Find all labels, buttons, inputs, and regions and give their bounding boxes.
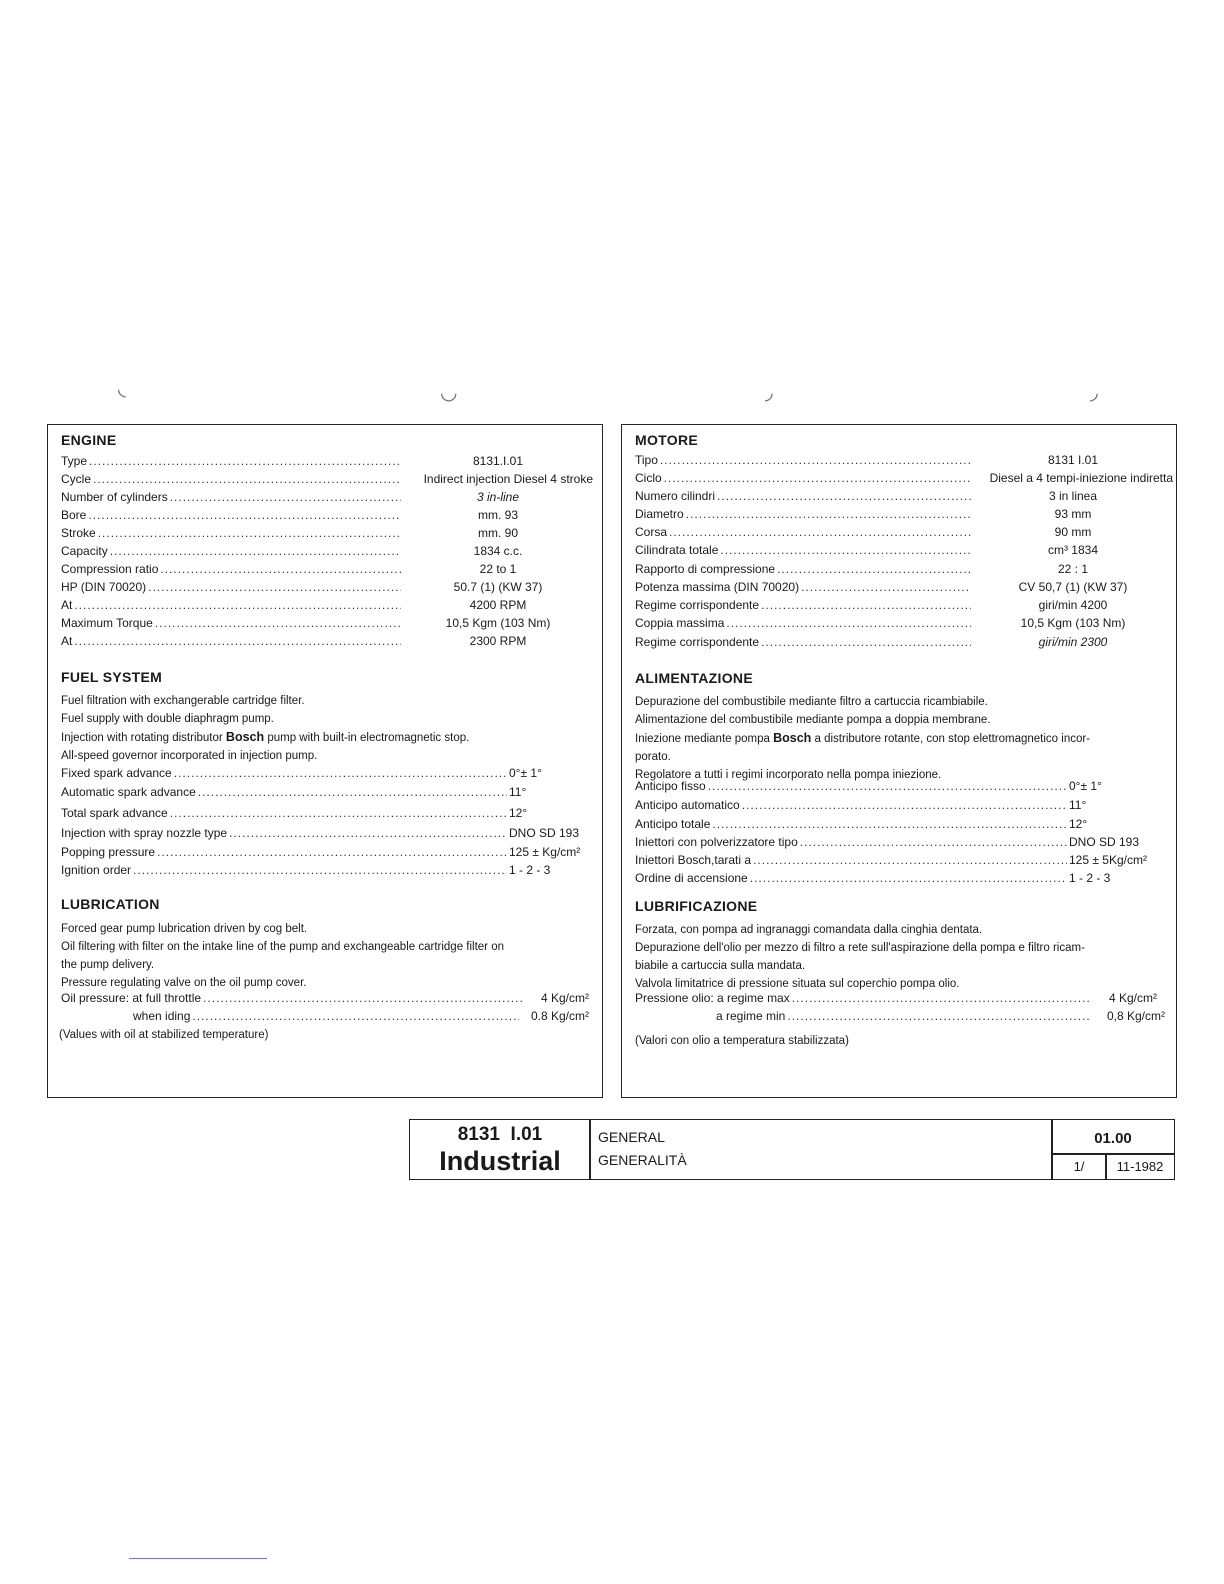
section-title-motore: MOTORE	[635, 432, 698, 448]
spec-row: Potenza massima (DIN 70020) ..... CV 50,7 (1) (KW 37)	[635, 580, 1173, 598]
spec-row: Coppia massima ..... 10,5 Kgm (103 Nm)	[635, 616, 1173, 634]
spec-row: Compression ratio ..... 22 to 1	[61, 562, 593, 580]
spec-row: Bore ..... mm. 93	[61, 508, 593, 526]
page-number: 1/	[1073, 1159, 1085, 1174]
spec-row: Rapporto di compressione ..... 22 : 1	[635, 562, 1173, 580]
binding-mark: ◞	[765, 382, 773, 404]
fuel-description: Fuel filtration with exchangerable cartridge filter. Fuel supply with double diaphragm pump. Injection with rotating distributor Bosch pump with built-in electromagnetic stop. All-speed governor incorporated in injection pump.	[61, 695, 470, 762]
section-title-lubrificazione: LUBRIFICAZIONE	[635, 898, 758, 914]
section-title-alimentazione: ALIMENTAZIONE	[635, 670, 753, 686]
section-title-engine: ENGINE	[61, 432, 117, 448]
doc-date: 11-1982	[1116, 1159, 1164, 1174]
spec-row: Capacity ..... 1834 c.c.	[61, 544, 593, 562]
spec-row: Ignition order ..... 1 - 2 - 3	[61, 863, 601, 881]
spec-row: Regime corrispondente ..... giri/min 2300	[635, 635, 1173, 653]
spec-row: Iniettori con polverizzatore tipo ..... DNO SD 193	[635, 835, 1173, 853]
doc-code: 01.00	[1094, 1130, 1132, 1147]
title-block-date	[1105, 1153, 1175, 1180]
section-general: GENERAL	[598, 1129, 665, 1145]
section-title-lubrication: LUBRICATION	[61, 896, 160, 912]
section-generalita: GENERALITÀ	[598, 1152, 687, 1168]
spec-row: Iniettori Bosch,tarati a ..... 125 ± 5Kg/cm²	[635, 853, 1173, 871]
spec-row: Automatic spark advance ..... 11°	[61, 785, 601, 803]
lubrication-description-it: Forzata, con pompa ad ingranaggi comandata dalla cinghia dentata. Depurazione dell'olio per mezzo di filtro a rete sull'aspirazione della pompa e filtro ricam- biabile a cartuccia sulla mandata. Valvola limitatrice di pressione situata sul coperchio pompa olio.	[635, 924, 1085, 990]
spec-row: Total spark advance ..... 12°	[61, 806, 601, 824]
spec-row: Numero cilindri ..... 3 in linea	[635, 489, 1173, 507]
title-block-code	[1051, 1119, 1175, 1155]
spec-row: Cilindrata totale ..... cm³ 1834	[635, 543, 1173, 561]
spec-row: Stroke ..... mm. 90	[61, 526, 593, 544]
spec-row: Fixed spark advance ..... 0°± 1°	[61, 766, 601, 784]
title-block-page	[1051, 1153, 1107, 1180]
section-title-fuel-system: FUEL SYSTEM	[61, 669, 163, 685]
title-block-model	[409, 1119, 591, 1180]
spec-row: Tipo ..... 8131 I.01	[635, 453, 1173, 471]
spec-row: Regime corrispondente ..... giri/min 4200	[635, 598, 1173, 616]
brand-name: Industrial	[439, 1146, 561, 1176]
lubrication-note-it: (Valori con olio a temperatura stabilizzata)	[635, 1035, 849, 1047]
spec-row: Cycle ..... Indirect injection Diesel 4 stroke	[61, 472, 593, 490]
spec-row: Oil pressure: at full throttle ..... 4 Kg/cm²	[61, 991, 589, 1009]
spec-row: when iding ..... 0.8 Kg/cm²	[133, 1009, 589, 1027]
spec-row: At ..... 4200 RPM	[61, 598, 593, 616]
bottom-rule	[129, 1558, 267, 1559]
spec-row: HP (DIN 70020) ..... 50.7 (1) (KW 37)	[61, 580, 593, 598]
spec-row: a regime min ..... 0,8 Kg/cm²	[716, 1009, 1165, 1027]
spec-row: Maximum Torque ..... 10,5 Kgm (103 Nm)	[61, 616, 593, 634]
spec-row: Diametro ..... 93 mm	[635, 507, 1173, 525]
model-number: 8131 I.01	[457, 1124, 543, 1145]
spec-row: Ordine di accensione ..... 1 - 2 - 3	[635, 871, 1173, 889]
spec-row: Number of cylinders ..... 3 in-line	[61, 490, 593, 508]
spec-row: Type ..... 8131.I.01	[61, 454, 593, 472]
spec-row: Anticipo fisso ..... 0°± 1°	[635, 779, 1173, 797]
title-block-section	[589, 1119, 1053, 1180]
lubrication-note: (Values with oil at stabilized temperature)	[59, 1029, 269, 1041]
spec-row: Pressione olio: a regime max ..... 4 Kg/cm²	[635, 991, 1157, 1009]
spec-row: At ..... 2300 RPM	[61, 634, 593, 652]
spec-row: Anticipo automatico ..... 11°	[635, 798, 1173, 816]
spec-row: Injection with spray nozzle type ..... DNO SD 193	[61, 826, 601, 844]
spec-row: Anticipo totale ..... 12°	[635, 817, 1173, 835]
lubrication-description: Forced gear pump lubrication driven by cog belt. Oil filtering with filter on the intake line of the pump and exchangeable cartridge filter on the pump delivery. Pressure regulating valve on the oil pump cover.	[61, 923, 505, 989]
spec-row: Corsa ..... 90 mm	[635, 525, 1173, 543]
binding-mark: ◞	[1090, 382, 1098, 404]
binding-mark: ◡	[440, 382, 458, 404]
spec-row: Popping pressure ..... 125 ± Kg/cm²	[61, 845, 601, 863]
binding-mark: ◟	[118, 378, 126, 400]
fuel-description-it: Depurazione del combustibile mediante filtro a cartuccia ricambiabile. Alimentazione del combustibile mediante pompa a doppia membrane. Iniezione mediante pompa Bosch a distributore rotante, con stop elettromagnetico incor- porato. Regolatore a tutti i regimi incorporato nella pompa iniezione.	[635, 696, 1091, 781]
spec-row: Ciclo ..... Diesel a 4 tempi-iniezione indiretta	[635, 471, 1173, 489]
